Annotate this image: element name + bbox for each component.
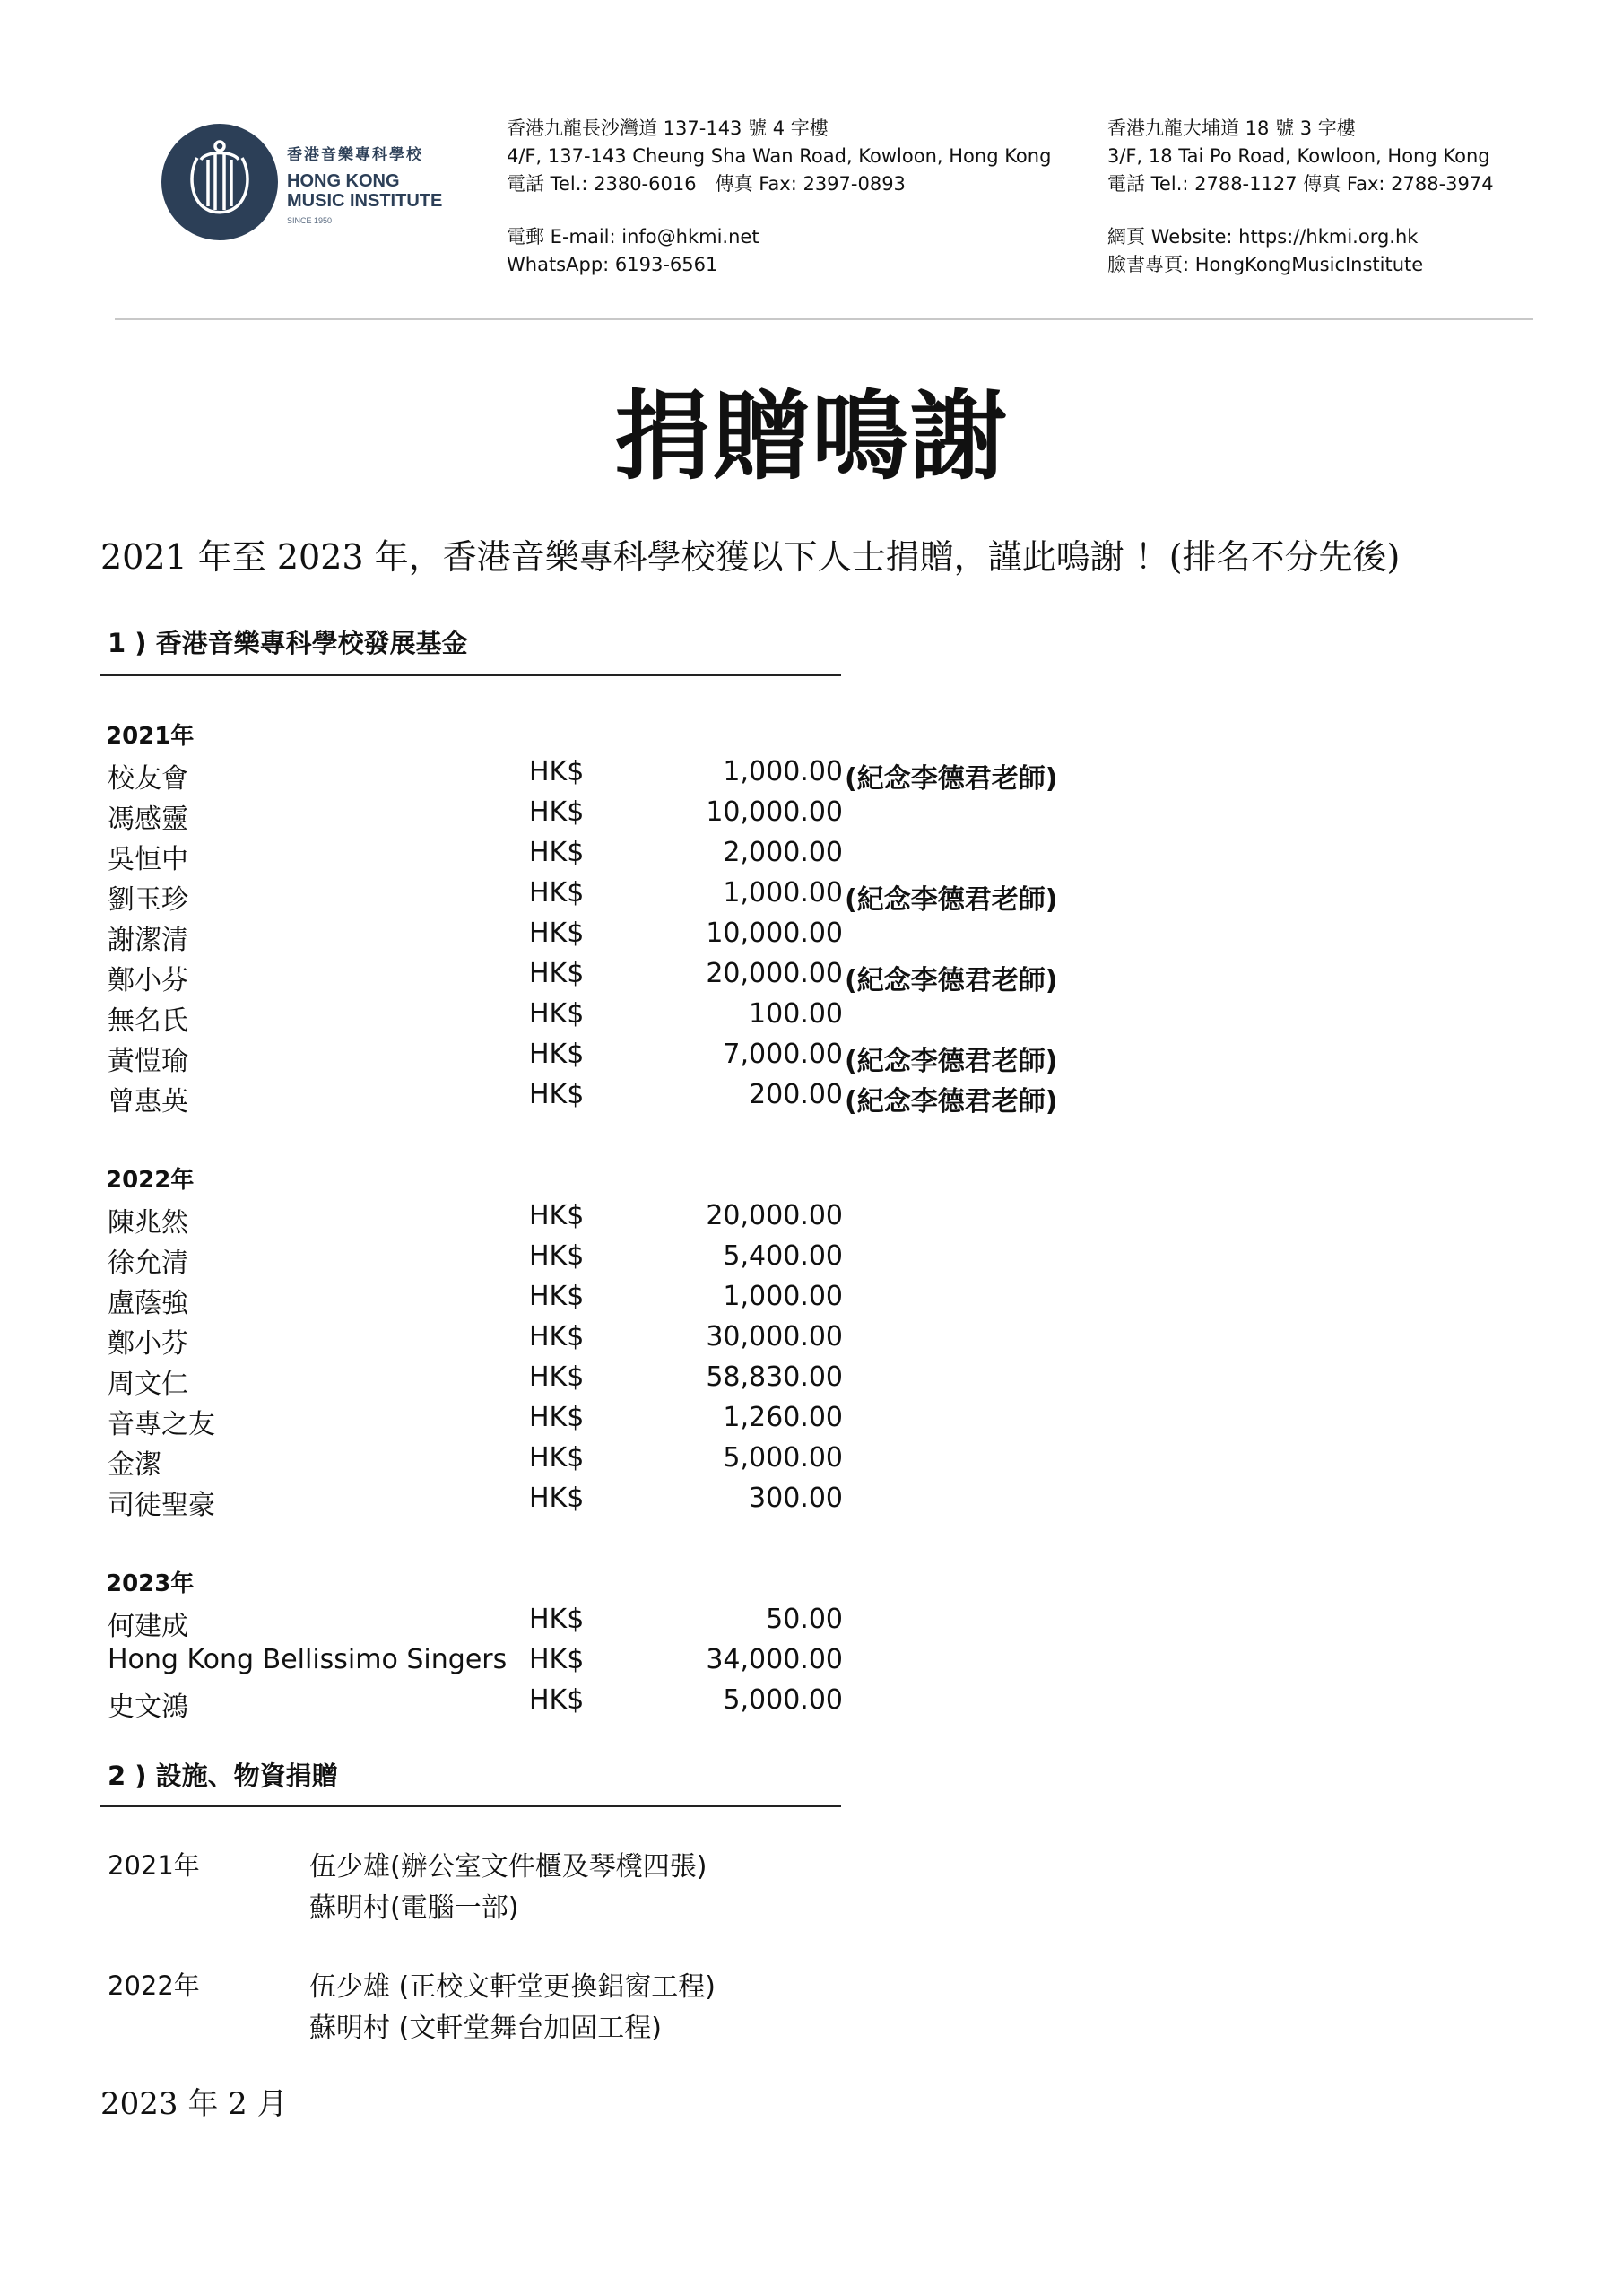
year-label-2023: 2023年: [106, 1570, 195, 1597]
year-label-2021: 2021年: [106, 723, 195, 750]
currency: HK$: [529, 877, 585, 909]
logo-since: SINCE 1950: [287, 216, 333, 225]
donor-name: 司徒聖豪: [108, 1490, 215, 1521]
currency: HK$: [529, 796, 585, 828]
donor-name: 無名氏: [108, 1005, 188, 1037]
currency: HK$: [529, 1039, 585, 1070]
in-kind-item: 伍少雄 (正校文軒堂更換鋁窗工程): [309, 1971, 716, 2003]
document-date: 2023 年 2 月: [100, 2086, 288, 2122]
section1-rule: [100, 674, 841, 676]
logo-name-en-line2: MUSIC INSTITUTE: [287, 191, 443, 211]
campus1-contact: [507, 115, 1051, 279]
section2-rule: [100, 1805, 841, 1807]
donation-note: (紀念李德君老師): [845, 965, 1058, 996]
donor-name: Hong Kong Bellissimo Singers: [108, 1644, 508, 1675]
donation-note: (紀念李德君老師): [845, 763, 1058, 795]
campus2-contact: [1107, 115, 1494, 279]
donor-name: 徐允清: [108, 1248, 188, 1279]
section2-heading: 2 ) 設施、物資捐贈: [108, 1761, 338, 1791]
amount: 5,000.00: [723, 1442, 843, 1474]
campus1-address-zh: 香港九龍長沙灣道 137-143 號 4 字樓: [507, 117, 829, 139]
campus1-phone: 電話 Tel.: 2380-6016 傳真 Fax: 2397-0893: [507, 173, 906, 195]
donation-note: (紀念李德君老師): [845, 884, 1058, 916]
website-link[interactable]: 網頁 Website: https://hkmi.org.hk: [1107, 226, 1419, 248]
amount: 34,000.00: [706, 1644, 843, 1675]
currency: HK$: [529, 998, 585, 1030]
whatsapp-number: WhatsApp: 6193-6561: [507, 254, 718, 275]
currency: HK$: [529, 837, 585, 868]
year-label-2022: 2022年: [106, 1167, 195, 1194]
donor-name: 史文鴻: [108, 1692, 188, 1723]
donor-name: 黃愷瑜: [108, 1046, 188, 1077]
section1-heading: 1 ) 香港音樂專科學校發展基金: [108, 628, 468, 658]
amount: 1,000.00: [723, 756, 843, 787]
currency: HK$: [529, 1684, 585, 1716]
currency: HK$: [529, 1361, 585, 1393]
donor-name: 鄭小芬: [108, 965, 188, 996]
facebook-page: 臉書專頁: HongKongMusicInstitute: [1107, 254, 1424, 275]
in-kind-year-2021: 2021年: [108, 1850, 200, 1881]
currency: HK$: [529, 1079, 585, 1110]
donor-name: 吳恒中: [108, 844, 188, 875]
donor-name: 馮感靈: [108, 804, 188, 835]
currency: HK$: [529, 1200, 585, 1231]
amount: 1,000.00: [723, 877, 843, 909]
school-logo: [161, 124, 278, 240]
donor-name: 金潔: [108, 1449, 161, 1481]
currency: HK$: [529, 1321, 585, 1352]
amount: 1,000.00: [723, 1281, 843, 1312]
amount: 20,000.00: [706, 958, 843, 989]
currency: HK$: [529, 1483, 585, 1514]
lyre-emblem-icon: [161, 124, 278, 240]
logo-wordmark: [287, 142, 442, 225]
currency: HK$: [529, 1442, 585, 1474]
email-link[interactable]: 電郵 E-mail: info@hkmi.net: [507, 226, 759, 248]
in-kind-item: 蘇明村(電腦一部): [309, 1892, 519, 1924]
amount: 30,000.00: [706, 1321, 843, 1352]
amount: 200.00: [749, 1079, 843, 1110]
amount: 1,260.00: [723, 1402, 843, 1433]
page-subtitle: 2021 年至 2023 年，香港音樂專科學校獲以下人士捐贈，謹此鳴謝 ！(排名不分先後): [100, 537, 1401, 577]
amount: 10,000.00: [706, 796, 843, 828]
amount: 100.00: [749, 998, 843, 1030]
amount: 5,000.00: [723, 1684, 843, 1716]
donor-name: 曾惠英: [108, 1086, 188, 1118]
currency: HK$: [529, 1240, 585, 1272]
amount: 50.00: [766, 1604, 843, 1635]
donation-note: (紀念李德君老師): [845, 1086, 1058, 1118]
amount: 10,000.00: [706, 918, 843, 949]
campus2-address-en: 3/F, 18 Tai Po Road, Kowloon, Hong Kong: [1107, 145, 1490, 167]
currency: HK$: [529, 918, 585, 949]
page-title: 捐贈鳴謝: [613, 380, 1009, 493]
donor-name: 劉玉珍: [108, 884, 188, 916]
amount: 20,000.00: [706, 1200, 843, 1231]
donor-name: 陳兆然: [108, 1207, 188, 1239]
donation-note: (紀念李德君老師): [845, 1046, 1058, 1077]
donor-name: 校友會: [108, 763, 188, 795]
campus2-address-zh: 香港九龍大埔道 18 號 3 字樓: [1107, 117, 1356, 139]
currency: HK$: [529, 756, 585, 787]
amount: 7,000.00: [723, 1039, 843, 1070]
logo-name-en-line1: HONG KONG: [287, 171, 400, 191]
logo-name-zh: 香港音樂專科學校: [287, 146, 423, 163]
donor-name: 鄭小芬: [108, 1328, 188, 1360]
donor-name: 盧蔭強: [108, 1288, 188, 1319]
campus1-address-en: 4/F, 137-143 Cheung Sha Wan Road, Kowloon, Hong Kong: [507, 145, 1052, 167]
in-kind-year-2022: 2022年: [108, 1970, 200, 2001]
amount: 2,000.00: [723, 837, 843, 868]
amount: 5,400.00: [723, 1240, 843, 1272]
currency: HK$: [529, 1604, 585, 1635]
donor-name: 謝潔清: [108, 925, 188, 956]
header-divider: [115, 318, 1533, 320]
donor-name: 周文仁: [108, 1369, 188, 1400]
in-kind-item: 蘇明村 (文軒堂舞台加固工程): [309, 2013, 662, 2044]
amount: 58,830.00: [706, 1361, 843, 1393]
currency: HK$: [529, 958, 585, 989]
currency: HK$: [529, 1281, 585, 1312]
currency: HK$: [529, 1402, 585, 1433]
donor-name: 音專之友: [108, 1409, 215, 1440]
donor-name: 何建成: [108, 1611, 188, 1642]
amount: 300.00: [749, 1483, 843, 1514]
currency: HK$: [529, 1644, 585, 1675]
in-kind-item: 伍少雄(辦公室文件櫃及琴櫈四張): [309, 1851, 707, 1883]
campus2-phone: 電話 Tel.: 2788-1127 傳真 Fax: 2788-3974: [1107, 173, 1494, 195]
